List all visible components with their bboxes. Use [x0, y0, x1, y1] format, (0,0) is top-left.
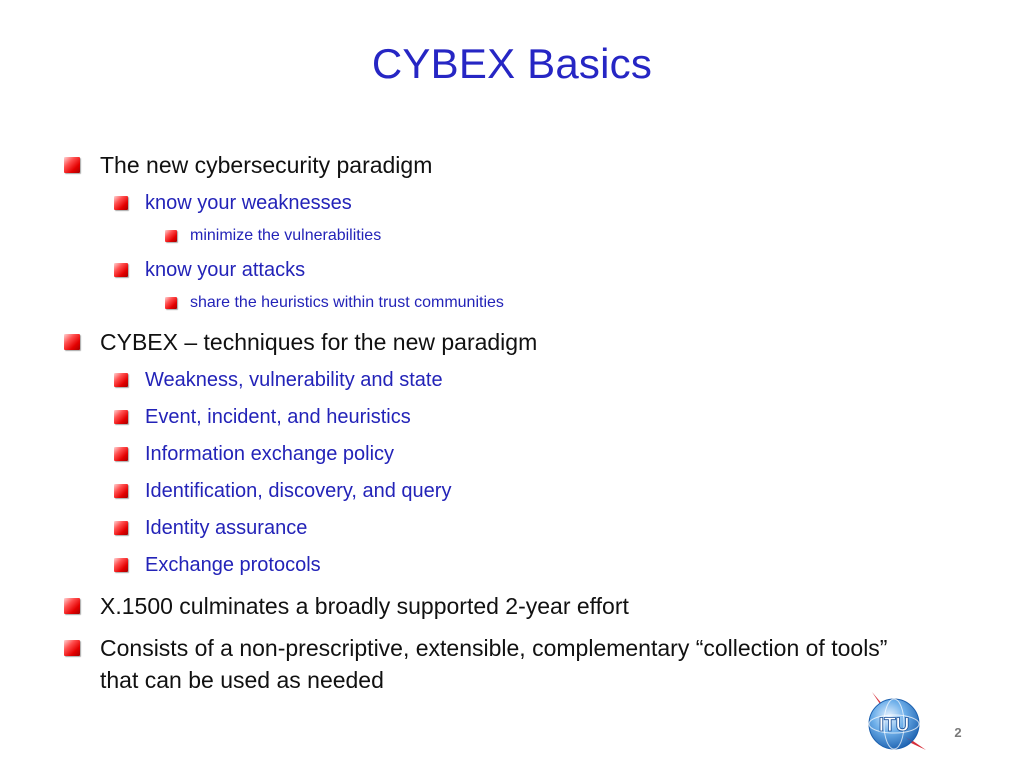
- square-bullet-icon: [165, 230, 177, 242]
- square-bullet-icon: [165, 297, 177, 309]
- bullet-text: know your weaknesses: [145, 192, 352, 214]
- bullet-text: The new cybersecurity paradigm: [100, 152, 433, 178]
- square-bullet-icon: [64, 334, 80, 350]
- square-bullet-icon: [64, 640, 80, 656]
- bullet-item-1: [100, 152, 432, 179]
- bullet-item-4: [145, 259, 305, 282]
- slide-title: CYBEX Basics: [371, 40, 653, 87]
- bullet-item-9: [145, 443, 394, 466]
- bullet-item-10: [145, 480, 451, 503]
- bullet-continuation: that can be used as needed: [100, 667, 384, 693]
- bullet-text: Weakness, vulnerability and state: [145, 369, 443, 391]
- square-bullet-icon: [64, 598, 80, 614]
- bullet-item-7: [145, 369, 443, 392]
- bullet-text: Identity assurance: [145, 517, 308, 539]
- bullet-item-6: [100, 329, 537, 356]
- itu-logo: [860, 690, 930, 756]
- bullet-text: X.1500 culminates a broadly supported 2-year effort: [100, 593, 629, 619]
- bullet-item-3: [190, 227, 381, 245]
- bullet-item-14: [100, 635, 887, 662]
- square-bullet-icon: [64, 157, 80, 173]
- bullet-text: Information exchange policy: [145, 443, 395, 465]
- bullet-text: Exchange protocols: [145, 554, 321, 576]
- bullet-item-8: [145, 406, 411, 429]
- bullet-item-2: [145, 192, 352, 215]
- logo-text: ITU: [878, 715, 910, 736]
- bullet-text: CYBEX – techniques for the new paradigm: [100, 329, 538, 355]
- bullet-text: share the heuristics within trust communities: [190, 294, 504, 311]
- bullet-text: know your attacks: [145, 259, 306, 281]
- bullet-item-5: [190, 294, 504, 312]
- square-bullet-icon: [114, 410, 128, 424]
- square-bullet-icon: [114, 447, 128, 461]
- page-number: 2: [954, 725, 962, 740]
- bullet-text: minimize the vulnerabilities: [190, 227, 382, 244]
- bullet-text: Event, incident, and heuristics: [145, 406, 411, 428]
- bullet-item-12: [145, 554, 321, 577]
- bullet-text: Consists of a non-prescriptive, extensible, complementary “collection of tools”: [100, 635, 888, 661]
- bullet-text: Identification, discovery, and query: [145, 480, 452, 502]
- bullet-item-11: [145, 517, 307, 540]
- bullet-item-13: [100, 593, 629, 620]
- square-bullet-icon: [114, 373, 128, 387]
- square-bullet-icon: [114, 196, 128, 210]
- square-bullet-icon: [114, 521, 128, 535]
- square-bullet-icon: [114, 558, 128, 572]
- square-bullet-icon: [114, 263, 128, 277]
- square-bullet-icon: [114, 484, 128, 498]
